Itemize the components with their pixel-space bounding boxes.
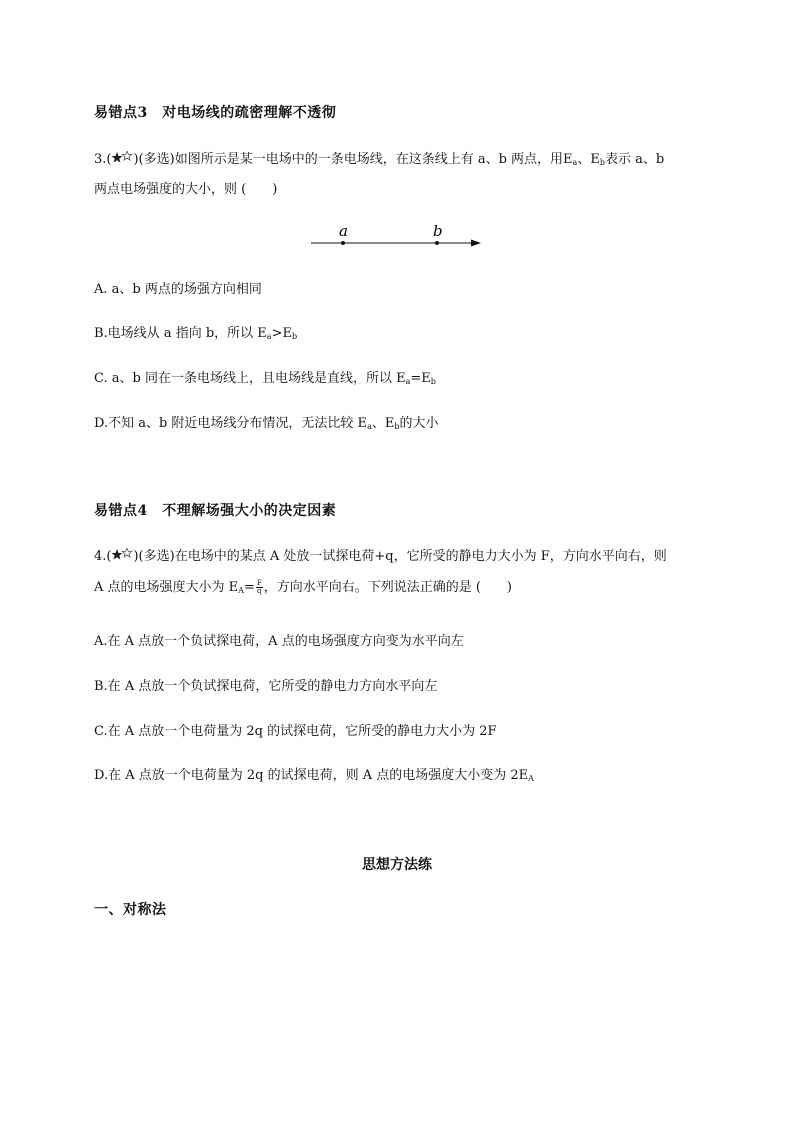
option-3-a: A. a、b 两点的场强方向相同 (94, 282, 262, 297)
question-number: 4.( (94, 549, 112, 564)
question-3-line-1: 3.( )(多选)如图所示是某一电场中的一条电场线，在这条线上有 a、b 两点，用$E_a$、$E_b$表示 a、b (94, 152, 665, 167)
difficulty-stars-icon (111, 548, 133, 562)
arrow-head-icon (471, 240, 481, 247)
question-number: 3.( (94, 152, 112, 167)
option-4-d: D.在 A 点放一个电荷量为 2q 的试探电荷，则 A 点的电场强度大小变为 $2E_A$ (94, 768, 534, 783)
question-4-line-2: A 点的电场强度大小为 $E_A=$ $\frac{F}{q}$ ，方向水平向右。下列说法正确的是 ( ) (94, 579, 512, 595)
difficulty-stars-icon (111, 151, 133, 165)
section-title: 思想方法练 (362, 857, 432, 873)
electric-field-line-diagram (305, 220, 495, 256)
label-b: b (433, 222, 443, 240)
fraction-F-over-q: $\frac{F}{q}$ (256, 579, 262, 595)
option-4-b: B.在 A 点放一个负试探电荷，它所受的静电力方向水平向左 (94, 679, 438, 694)
question-3-line-2: 两点电场强度的大小，则 ( ) (94, 182, 278, 197)
question-4-line-1: 4.( )(多选)在电场中的某点 A 处放一试探电荷+q，它所受的静电力大小为 F，方向水平向右，则 (94, 549, 667, 564)
option-3-d: D.不知 a、b 附近电场线分布情况，无法比较 $E_a$、$E_b$的大小 (94, 416, 439, 431)
option-4-c: C.在 A 点放一个电荷量为 2q 的试探电荷，它所受的静电力大小为 2F (94, 724, 497, 739)
point-a (341, 241, 345, 245)
section-heading-4: 易错点4 不理解场强大小的决定因素 (94, 503, 337, 519)
option-4-a: A.在 A 点放一个负试探电荷，A 点的电场强度方向变为水平向左 (94, 634, 464, 649)
option-3-b: B.电场线从 a 指向 b，所以 $E_a>E_b$ (94, 326, 298, 341)
option-3-c: C. a、b 同在一条电场线上，且电场线是直线，所以 $E_a=E_b$ (94, 371, 436, 386)
subsection-title: 一、对称法 (94, 902, 167, 918)
label-a: a (339, 222, 348, 240)
section-heading-3: 易错点3 对电场线的疏密理解不透彻 (94, 105, 337, 121)
point-b (435, 241, 439, 245)
